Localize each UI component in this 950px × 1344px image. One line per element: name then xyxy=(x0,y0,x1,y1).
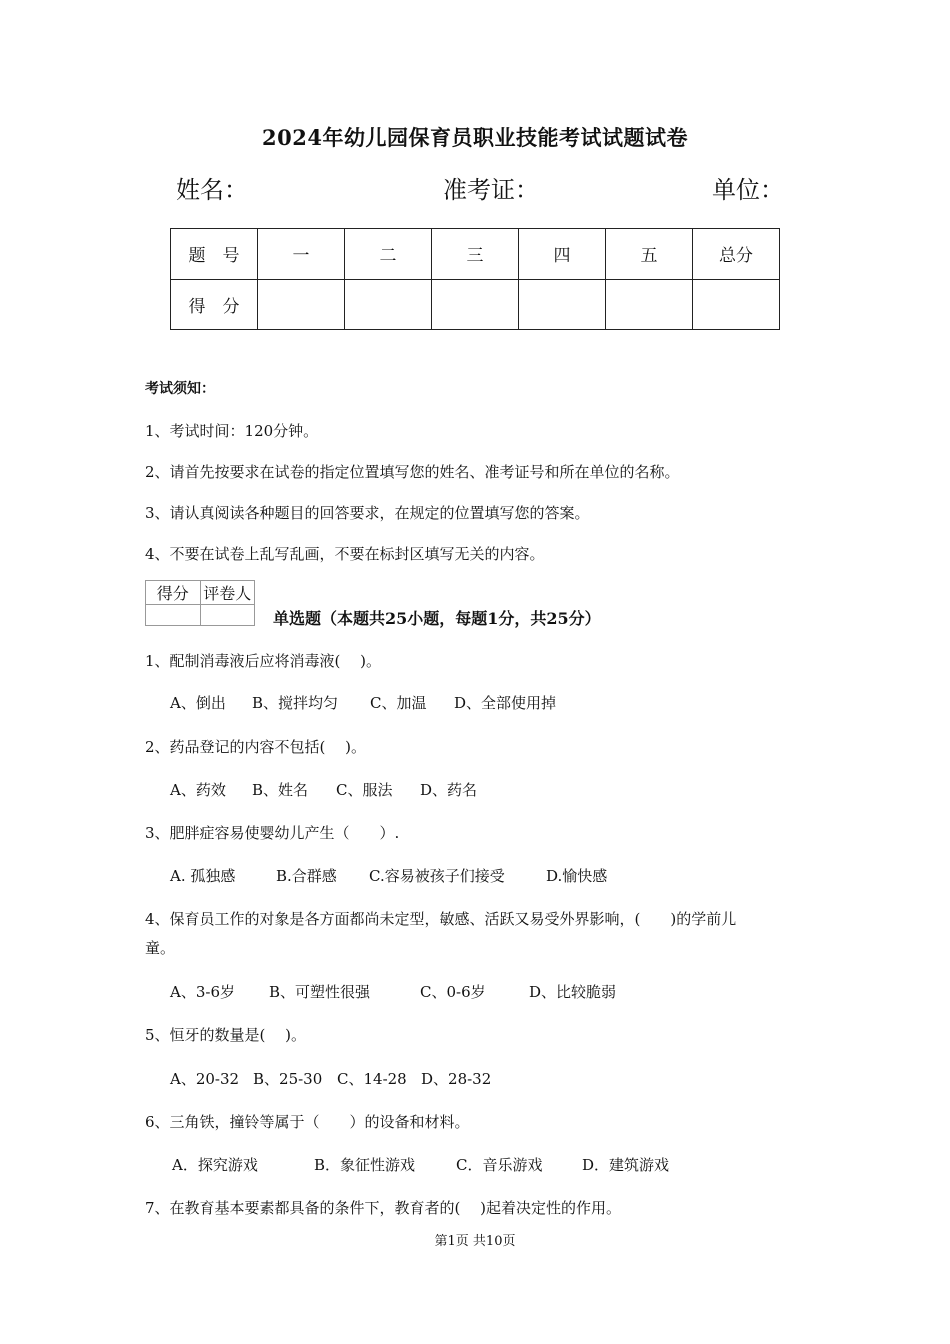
question-stem: 3、肥胖症容易使婴幼儿产生（ ）. xyxy=(145,824,400,842)
score-input-cell[interactable] xyxy=(519,279,606,330)
score-header-cell: 总分 xyxy=(693,229,780,280)
question-option: C、14-28 xyxy=(337,1070,407,1088)
score-input-cell[interactable] xyxy=(432,279,519,330)
score-header-cell: 四 xyxy=(519,229,606,280)
score-input-cell[interactable] xyxy=(606,279,693,330)
question-option: D、28-32 xyxy=(421,1070,492,1088)
unit-label: 单位： xyxy=(712,176,784,204)
question-option: D、比较脆弱 xyxy=(529,983,617,1001)
question-stem: 2、药品登记的内容不包括( )。 xyxy=(145,738,367,756)
question-stem: 1、配制消毒液后应将消毒液( )。 xyxy=(145,652,382,670)
question-option: D、药名 xyxy=(420,781,478,799)
question-stem: 7、在教育基本要素都具备的条件下，教育者的( )起着决定性的作用。 xyxy=(145,1199,622,1217)
notice-item: 3、请认真阅读各种题目的回答要求，在规定的位置填写您的答案。 xyxy=(145,504,590,522)
score-header-cell: 二 xyxy=(345,229,432,280)
exam-id-label: 准考证： xyxy=(443,176,539,204)
score-table-header-row xyxy=(171,229,780,280)
score-input-cell[interactable] xyxy=(258,279,345,330)
notice-item: 4、不要在试卷上乱写乱画，不要在标封区填写无关的内容。 xyxy=(145,545,545,563)
page-footer: 第1页 共10页 xyxy=(434,1234,516,1249)
score-row-label: 得 分 xyxy=(171,279,258,330)
question-option: A、药效 xyxy=(170,781,226,799)
question-option: C、加温 xyxy=(370,694,427,712)
notice-title: 考试须知： xyxy=(145,381,215,397)
question-option: B、搅拌均匀 xyxy=(252,694,339,712)
question-option: A、3-6岁 xyxy=(170,983,235,1001)
grader-box xyxy=(145,580,255,626)
question-stem: 5、恒牙的数量是( )。 xyxy=(145,1026,307,1044)
question-option: C、服法 xyxy=(336,781,393,799)
score-table-score-row xyxy=(171,279,780,330)
grader-score-cell[interactable] xyxy=(146,605,201,626)
score-header-cell: 五 xyxy=(606,229,693,280)
grader-name-cell[interactable] xyxy=(200,605,255,626)
question-option: A. 孤独感 xyxy=(170,867,236,885)
exam-title: 2024年幼儿园保育员职业技能考试试题试卷 xyxy=(262,125,688,150)
question-stem: 4、保育员工作的对象是各方面都尚未定型，敏感、活跃又易受外界影响，( )的学前儿 xyxy=(145,910,737,928)
question-option: B．象征性游戏 xyxy=(314,1156,416,1174)
question-stem-continued: 童。 xyxy=(145,939,176,957)
score-header-cell: 一 xyxy=(258,229,345,280)
question-option: D.愉快感 xyxy=(546,867,608,885)
score-header-cell: 题 号 xyxy=(171,229,258,280)
notice-item: 1、考试时间：120分钟。 xyxy=(145,422,319,440)
question-option: D．建筑游戏 xyxy=(582,1156,670,1174)
question-option: C．音乐游戏 xyxy=(456,1156,543,1174)
grader-score-label: 得分 xyxy=(146,581,201,605)
question-option: B.合群感 xyxy=(276,867,337,885)
score-input-cell[interactable] xyxy=(345,279,432,330)
question-option: C、0-6岁 xyxy=(420,983,486,1001)
question-option: B、25-30 xyxy=(253,1070,323,1088)
question-option: B、可塑性很强 xyxy=(269,983,371,1001)
question-stem: 6、三角铁，撞铃等属于（ ）的设备和材料。 xyxy=(145,1113,470,1131)
score-header-cell: 三 xyxy=(432,229,519,280)
question-option: C.容易被孩子们接受 xyxy=(369,867,505,885)
question-option: A．探究游戏 xyxy=(172,1156,258,1174)
question-option: B、姓名 xyxy=(252,781,309,799)
question-option: A、倒出 xyxy=(170,694,226,712)
grader-name-label: 评卷人 xyxy=(200,581,255,605)
question-option: D、全部使用掉 xyxy=(454,694,557,712)
section-title: 单选题（本题共25小题，每题1分，共25分） xyxy=(273,609,601,628)
score-table xyxy=(170,228,780,330)
notice-item: 2、请首先按要求在试卷的指定位置填写您的姓名、准考证号和所在单位的名称。 xyxy=(145,463,680,481)
name-label: 姓名： xyxy=(176,176,248,204)
question-option: A、20-32 xyxy=(170,1070,240,1088)
score-input-cell[interactable] xyxy=(693,279,780,330)
